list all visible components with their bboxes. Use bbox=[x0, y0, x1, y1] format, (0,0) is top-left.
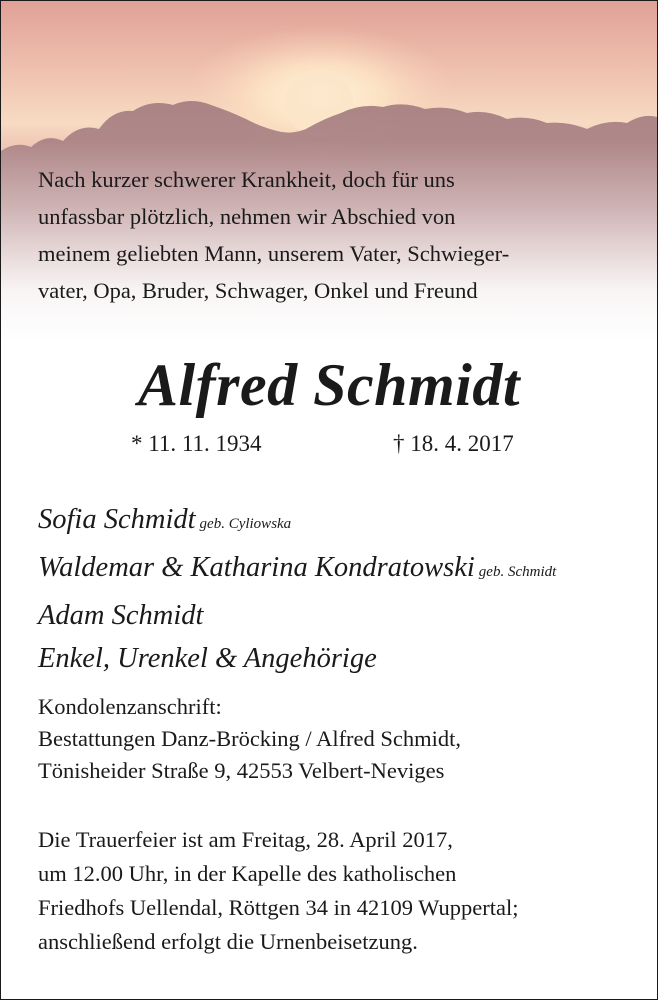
address-line: Kondolenzanschrift: bbox=[38, 694, 222, 719]
family-member bbox=[38, 498, 648, 546]
ceremony-info bbox=[38, 823, 622, 959]
ceremony-line: anschließend erfolgt die Urnenbeisetzung. bbox=[38, 929, 418, 954]
intro-line: Nach kurzer schwerer Krankheit, doch für uns bbox=[38, 167, 455, 192]
death-date: † 18. 4. 2017 bbox=[393, 431, 514, 456]
maiden-name-note: geb. Cyliowska bbox=[199, 516, 292, 532]
intro-text bbox=[38, 161, 622, 309]
intro-line: vater, Opa, Bruder, Schwager, Onkel und Freund bbox=[38, 278, 478, 303]
address-line: Bestattungen Danz-Bröcking / Alfred Schmidt, bbox=[38, 726, 462, 751]
family-member-name: Sofia Schmidt bbox=[38, 504, 196, 535]
intro-line: unfassbar plötzlich, nehmen wir Abschied von bbox=[38, 204, 456, 229]
ceremony-line: Die Trauerfeier ist am Freitag, 28. April 2017, bbox=[38, 827, 453, 852]
family-member bbox=[38, 594, 648, 637]
ceremony-line: um 12.00 Uhr, in der Kapelle des katholischen bbox=[38, 861, 457, 886]
family-member bbox=[38, 546, 648, 594]
family-member bbox=[38, 637, 648, 680]
deceased-name: Alfred Schmidt bbox=[137, 352, 521, 418]
family-member-name: Enkel, Urenkel & Angehörige bbox=[38, 643, 377, 674]
maiden-name-note: geb. Schmidt bbox=[478, 564, 557, 580]
condolence-address bbox=[38, 691, 622, 787]
birth-date: * 11. 11. 1934 bbox=[131, 431, 262, 456]
family-member-name: Waldemar & Katharina Kondratowski bbox=[38, 552, 475, 583]
family-list bbox=[38, 498, 648, 680]
intro-line: meinem geliebten Mann, unserem Vater, Schwieger- bbox=[38, 241, 510, 266]
address-line: Tönisheider Straße 9, 42553 Velbert-Neviges bbox=[38, 758, 445, 783]
ceremony-line: Friedhofs Uellendal, Röttgen 34 in 42109 Wuppertal; bbox=[38, 895, 519, 920]
family-member-name: Adam Schmidt bbox=[38, 600, 204, 631]
